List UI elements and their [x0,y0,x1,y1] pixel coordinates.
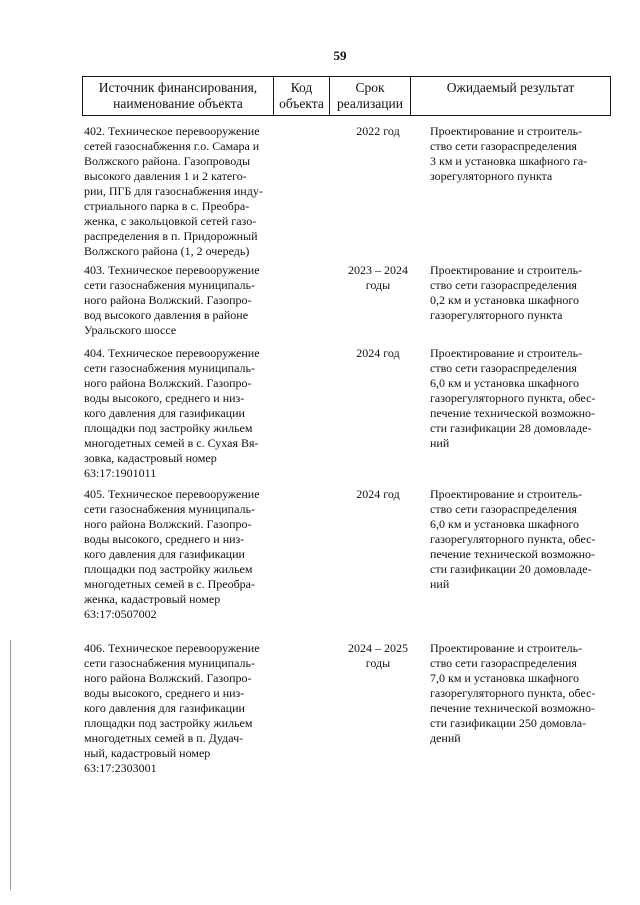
row-name: 405. Техническое перевооружение сети газоснабжения муниципаль- ного района Волжский. Газопро- воды высокого, среднего и низ- кого давления для газификации площадки под застройку жильем многодетных семей в с. Преобра- женка, кадастровый номер 63:17:0507002 [84,487,260,621]
row-name: 404. Техническое перевооружение сети газоснабжения муниципаль- ного района Волжский. Газопро- воды высокого, среднего и низ- кого давления для газификации площадки под застройку жильем многодетных семей в с. Сухая Вя- зовка, кадастровый номер 63:17:1901011 [84,346,260,480]
row-result: Проектирование и строитель- ство сети газораспределения 0,2 км и установка шкафного газорегуляторного пункта [430,263,583,322]
row-term: 2023 – 2024 годы [348,263,408,292]
header-term: Срок реализации [330,77,411,115]
row-term: 2022 год [356,124,400,138]
table-header [82,76,611,116]
header-object-code: Код объекта [274,77,330,115]
row-name: 402. Техническое перевооружение сетей газоснабжения г.о. Самара и Волжского района. Газопроводы высокого давления 1 и 2 катего- рии, ПГБ для газоснабжения инду- стриального парка в с. Преобра- женка, с закольцовкой сетей газо- распределения в п. Придорожный Волжского района (1, 2 очередь) [84,124,263,258]
page-number: 59 [333,48,347,63]
row-result: Проектирование и строитель- ство сети газораспределения 7,0 км и установка шкафного газорегуляторного пункта, обес- печение технической возможно- сти газификации 250 домовла- дений [430,641,596,745]
row-term: 2024 год [356,346,400,360]
row-term: 2024 год [356,487,400,501]
row-name: 406. Техническое перевооружение сети газоснабжения муниципаль- ного района Волжский. Газопро- воды высокого, среднего и низ- кого давления для газификации площадки под застройку жильем многодетных семей в п. Дудач- ный, кадастровый номер 63:17:2303001 [84,641,260,775]
row-result: Проектирование и строитель- ство сети газораспределения 6,0 км и установка шкафного газорегуляторного пункта, обес- печение технической возможно- сти газификации 20 домовладе- ний [430,487,596,591]
scan-margin-line [10,640,11,890]
row-term: 2024 – 2025 годы [348,641,408,670]
header-source-name: Источник финансирования, наименование объекта [83,77,274,115]
row-name: 403. Техническое перевооружение сети газоснабжения муниципаль- ного района Волжский. Газопро- вод высокого давления в районе Уральского шоссе [84,263,260,337]
row-result: Проектирование и строитель- ство сети газораспределения 3 км и установка шкафного га- зорегуляторного пункта [430,124,588,183]
row-result: Проектирование и строитель- ство сети газораспределения 6,0 км и установка шкафного газорегуляторного пункта, обес- печение технической возможно- сти газификации 28 домовладе- ний [430,346,596,450]
header-expected-result: Ожидаемый результат [446,80,575,95]
